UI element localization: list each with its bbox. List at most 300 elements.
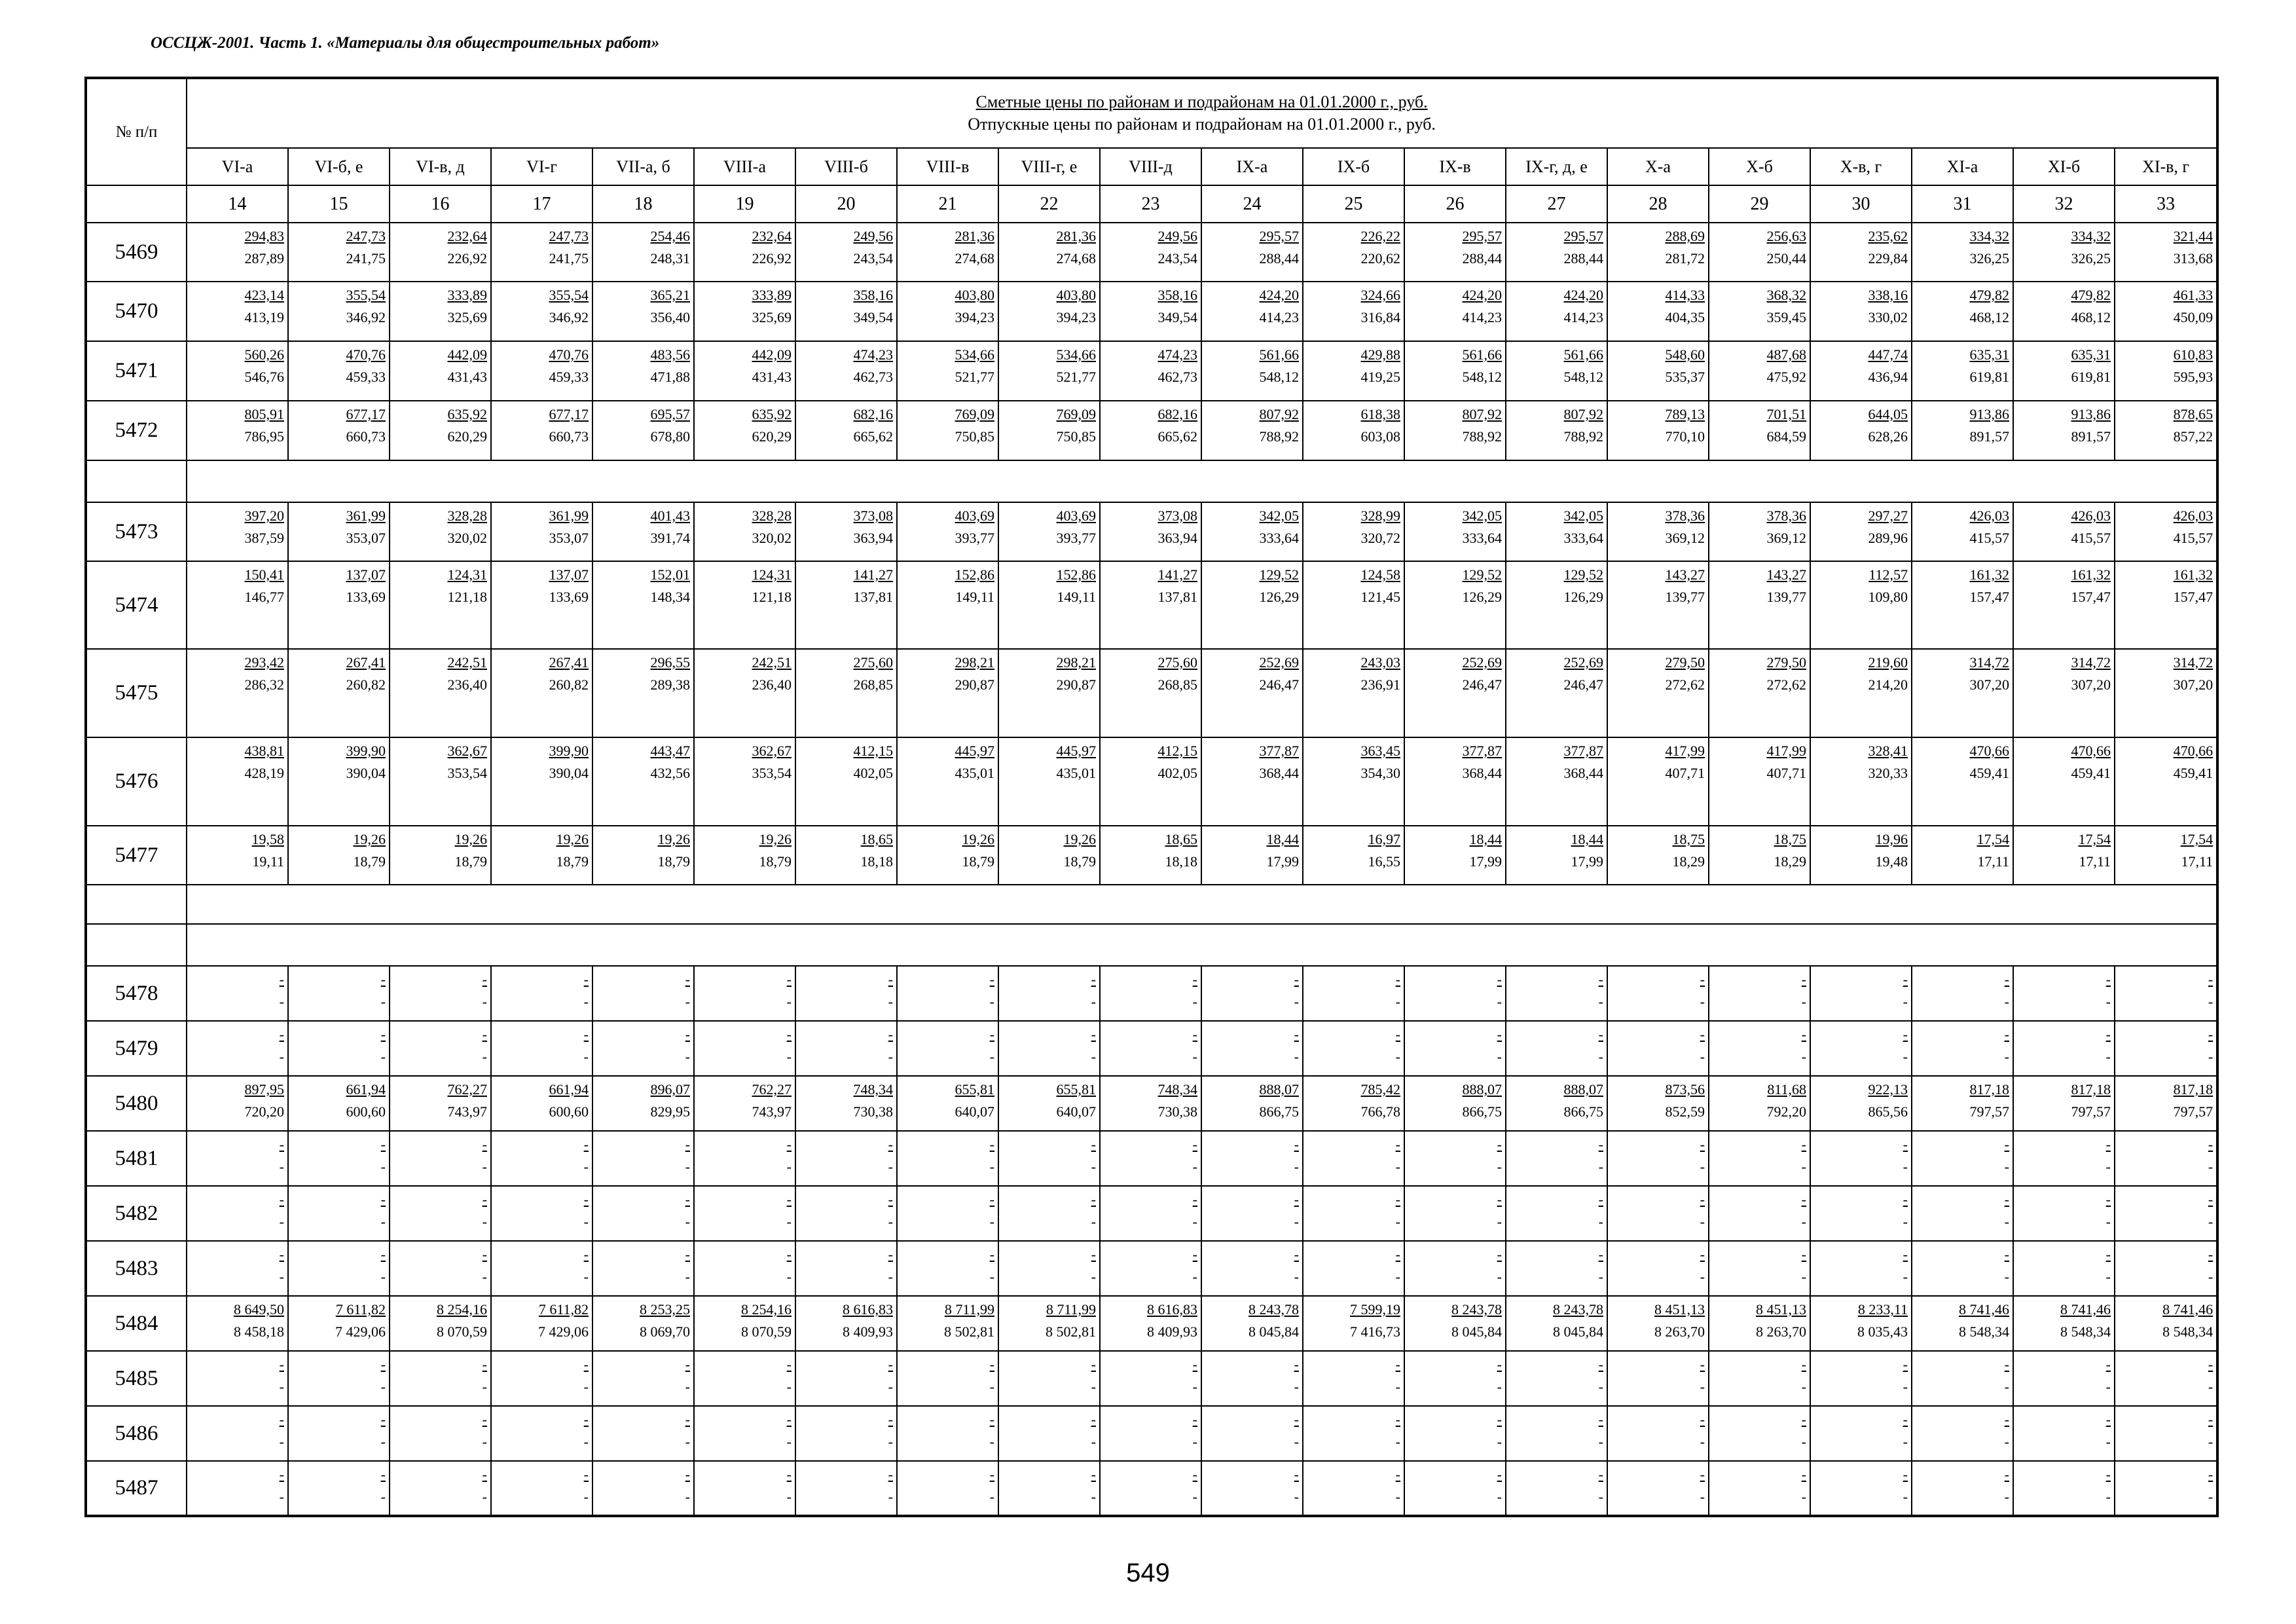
price-cell — [592, 1076, 694, 1131]
estimate-price: - — [1294, 1191, 1299, 1208]
release-price: 619,81 — [2071, 369, 2111, 385]
estimate-price: 762,27 — [752, 1081, 792, 1098]
price-cell — [1506, 826, 1607, 885]
estimate-price: 635,31 — [1969, 346, 2009, 363]
release-price: 268,85 — [853, 676, 893, 693]
price-cell — [694, 1076, 795, 1131]
estimate-price: - — [1598, 1356, 1603, 1373]
price-cell — [1912, 1241, 2013, 1296]
price-cell — [288, 341, 390, 401]
estimate-price: 417,99 — [1766, 743, 1806, 759]
estimate-price: - — [1091, 1191, 1096, 1208]
estimate-price: - — [2004, 1246, 2009, 1263]
price-cell — [592, 826, 694, 885]
estimate-price: - — [1801, 971, 1806, 987]
price-cell — [1303, 282, 1404, 341]
price-cell — [795, 401, 897, 460]
estimate-price: - — [1395, 1191, 1400, 1208]
release-price: - — [1395, 1213, 1400, 1230]
price-cell — [390, 649, 491, 737]
release-price: - — [2004, 1158, 2009, 1175]
region-header: VIII-б — [795, 148, 897, 185]
estimate-price: 399,90 — [346, 743, 386, 759]
release-price: - — [888, 993, 893, 1010]
price-cell — [288, 966, 390, 1021]
release-price: 8 458,18 — [234, 1323, 284, 1340]
release-price: 678,80 — [650, 428, 690, 445]
price-cell — [1912, 1351, 2013, 1406]
release-price: - — [786, 1433, 792, 1450]
estimate-price: - — [888, 971, 893, 987]
estimate-price: - — [482, 1136, 487, 1153]
price-cell — [795, 282, 897, 341]
estimate-price: 807,92 — [1563, 406, 1603, 422]
release-price: - — [1700, 1213, 1705, 1230]
release-price: - — [2105, 1048, 2111, 1065]
estimate-price: 314,72 — [2173, 654, 2214, 671]
release-price: - — [2105, 1268, 2111, 1285]
estimate-price: 682,16 — [1157, 406, 1197, 422]
price-cell — [1506, 649, 1607, 737]
release-price: 281,72 — [1665, 250, 1705, 267]
release-price: - — [1497, 1433, 1502, 1450]
estimate-price: 426,03 — [2173, 507, 2214, 524]
price-cell — [187, 282, 288, 341]
release-price: - — [989, 1378, 994, 1395]
release-price: - — [888, 1378, 893, 1395]
release-price: 236,40 — [447, 676, 487, 693]
release-price: 468,12 — [1969, 309, 2009, 325]
price-cell — [592, 1021, 694, 1076]
release-price: 8 548,34 — [2060, 1323, 2111, 1340]
estimate-price: - — [1294, 1246, 1299, 1263]
price-cell — [390, 1131, 491, 1186]
estimate-price: 112,57 — [1868, 566, 1908, 583]
release-price: - — [1700, 993, 1705, 1010]
price-cell — [1303, 737, 1404, 826]
estimate-price: 18,75 — [1774, 831, 1806, 847]
release-price: - — [1497, 1268, 1502, 1285]
estimate-price: 19,26 — [353, 831, 386, 847]
release-price: - — [380, 993, 386, 1010]
estimate-price: 8 616,83 — [843, 1301, 893, 1318]
estimate-price: - — [2208, 1466, 2214, 1483]
release-price: 640,07 — [955, 1103, 994, 1120]
estimate-price: 423,14 — [244, 287, 284, 303]
release-price: - — [1700, 1378, 1705, 1395]
estimate-price: 18,44 — [1571, 831, 1603, 847]
price-cell — [694, 282, 795, 341]
release-price: 17,99 — [1469, 853, 1502, 870]
release-price: - — [1294, 993, 1299, 1010]
price-cell — [998, 1021, 1100, 1076]
price-cell — [1709, 1021, 1810, 1076]
table-row — [86, 1296, 2217, 1351]
price-cell — [998, 1296, 1100, 1351]
price-cell — [1100, 826, 1201, 885]
release-price: 414,23 — [1563, 309, 1603, 325]
estimate-price: - — [1598, 1246, 1603, 1263]
price-cell — [187, 1351, 288, 1406]
price-cell — [694, 561, 795, 649]
price-cell — [1303, 502, 1404, 561]
release-price: 368,44 — [1563, 765, 1603, 781]
column-number: 27 — [1506, 185, 1607, 223]
release-price: 404,35 — [1665, 309, 1705, 325]
price-cell — [897, 1021, 998, 1076]
release-price: - — [786, 993, 792, 1010]
release-price: 17,99 — [1571, 853, 1603, 870]
release-price: 274,68 — [955, 250, 994, 267]
price-cell — [1709, 282, 1810, 341]
table-row — [86, 1186, 2217, 1241]
release-price: 8 070,59 — [437, 1323, 487, 1340]
estimate-price: 143,27 — [1665, 566, 1705, 583]
release-price: 387,59 — [244, 530, 284, 546]
release-price: 272,62 — [1766, 676, 1806, 693]
release-price: 18,79 — [353, 853, 386, 870]
price-cell — [1100, 341, 1201, 401]
estimate-price: - — [2105, 1246, 2111, 1263]
release-price: 866,75 — [1259, 1103, 1299, 1120]
estimate-price: 399,90 — [549, 743, 589, 759]
release-price: - — [685, 1488, 690, 1505]
price-cell — [998, 1131, 1100, 1186]
price-cell — [694, 1241, 795, 1296]
price-cell — [795, 1186, 897, 1241]
estimate-price: 141,27 — [853, 566, 893, 583]
release-price: - — [1294, 1378, 1299, 1395]
price-cell — [1506, 502, 1607, 561]
price-cell — [288, 1461, 390, 1516]
column-number: 25 — [1303, 185, 1404, 223]
estimate-price: - — [1091, 1466, 1096, 1483]
estimate-price: 129,52 — [1462, 566, 1502, 583]
price-cell — [1607, 502, 1709, 561]
estimate-price: 378,36 — [1665, 507, 1705, 524]
estimate-price: 412,15 — [1157, 743, 1197, 759]
row-number: 5487 — [86, 1461, 187, 1516]
release-price: 435,01 — [1056, 765, 1096, 781]
release-price: - — [482, 993, 487, 1010]
release-price: 8 263,70 — [1756, 1323, 1806, 1340]
price-cell — [592, 341, 694, 401]
release-price: - — [2208, 1488, 2214, 1505]
estimate-price: - — [380, 1246, 386, 1263]
estimate-price: 470,66 — [2071, 743, 2111, 759]
estimate-price: - — [1395, 1246, 1400, 1263]
price-cell — [795, 737, 897, 826]
estimate-price: 655,81 — [955, 1081, 994, 1098]
estimate-price: - — [482, 1026, 487, 1043]
release-price: 363,94 — [1157, 530, 1197, 546]
estimate-price: - — [989, 1411, 994, 1428]
price-cell — [1607, 223, 1709, 282]
price-cell — [491, 1021, 592, 1076]
price-cell — [1506, 966, 1607, 1021]
row-number: 5474 — [86, 561, 187, 649]
estimate-price: - — [1192, 971, 1197, 987]
release-price: - — [279, 1378, 284, 1395]
estimate-price: 561,66 — [1563, 346, 1603, 363]
price-cell — [1810, 737, 1912, 826]
title-line-estimate: Сметные цены по районам и подрайонам на 01.01.2000 г., руб. — [975, 92, 1428, 111]
release-price: - — [1192, 1048, 1197, 1065]
release-price: 459,33 — [346, 369, 386, 385]
estimate-price: - — [888, 1191, 893, 1208]
release-price: - — [989, 1488, 994, 1505]
estimate-price: 19,26 — [1063, 831, 1096, 847]
release-price: 450,09 — [2173, 309, 2214, 325]
estimate-price: 461,33 — [2173, 287, 2214, 303]
release-price: 289,96 — [1868, 530, 1908, 546]
region-header: X-б — [1709, 148, 1810, 185]
release-price: - — [1091, 1158, 1096, 1175]
price-cell — [1912, 1461, 2013, 1516]
price-cell — [998, 282, 1100, 341]
estimate-price: 8 741,46 — [2060, 1301, 2111, 1318]
column-number: 14 — [187, 185, 288, 223]
release-price: 226,92 — [447, 250, 487, 267]
price-cell — [390, 1461, 491, 1516]
price-cell — [1201, 1461, 1303, 1516]
estimate-price: - — [786, 1246, 792, 1263]
price-cell — [1607, 1351, 1709, 1406]
price-cell — [1912, 1131, 2013, 1186]
estimate-price: 424,20 — [1462, 287, 1502, 303]
price-cell — [1607, 401, 1709, 460]
table-row — [86, 341, 2217, 401]
release-price: - — [1598, 1268, 1603, 1285]
release-price: 471,88 — [650, 369, 690, 385]
release-price: - — [583, 1158, 589, 1175]
price-cell — [187, 502, 288, 561]
estimate-price: - — [1801, 1191, 1806, 1208]
release-price: - — [1091, 1213, 1096, 1230]
estimate-price: 8 254,16 — [741, 1301, 792, 1318]
estimate-price: - — [786, 1136, 792, 1153]
price-cell — [2013, 1021, 2115, 1076]
table-row — [86, 1406, 2217, 1461]
price-cell — [1810, 401, 1912, 460]
estimate-price: 817,18 — [2173, 1081, 2214, 1098]
table-row — [86, 737, 2217, 826]
price-cell — [187, 1406, 288, 1461]
price-cell — [694, 649, 795, 737]
estimate-price: - — [279, 1356, 284, 1373]
price-cell — [2013, 826, 2115, 885]
release-price: - — [1497, 1158, 1502, 1175]
price-cell — [1709, 401, 1810, 460]
release-price: 346,92 — [346, 309, 386, 325]
price-cell — [2013, 1351, 2115, 1406]
release-price: 660,73 — [346, 428, 386, 445]
price-cell — [1506, 401, 1607, 460]
release-price: - — [2004, 993, 2009, 1010]
estimate-price: 298,21 — [1056, 654, 1096, 671]
release-price: 743,97 — [752, 1103, 792, 1120]
price-cell — [288, 1351, 390, 1406]
release-price: - — [1091, 1433, 1096, 1450]
price-cell — [1709, 737, 1810, 826]
release-price: - — [1395, 1488, 1400, 1505]
price-cell — [1201, 1186, 1303, 1241]
row-number — [86, 924, 187, 966]
estimate-price: - — [2105, 1356, 2111, 1373]
price-cell — [1709, 966, 1810, 1021]
estimate-price: - — [583, 1356, 589, 1373]
price-cell — [1607, 1241, 1709, 1296]
price-cell — [592, 502, 694, 561]
release-price: - — [685, 1433, 690, 1450]
blank-span-cell — [187, 885, 2217, 924]
estimate-price: - — [1700, 1356, 1705, 1373]
estimate-price: 161,32 — [2173, 566, 2214, 583]
estimate-price: - — [1801, 1466, 1806, 1483]
release-price: - — [2105, 1433, 2111, 1450]
estimate-price: 424,20 — [1563, 287, 1603, 303]
release-price: - — [1192, 993, 1197, 1010]
estimate-price: - — [279, 1466, 284, 1483]
price-cell — [998, 966, 1100, 1021]
estimate-price: - — [888, 1411, 893, 1428]
estimate-price: 426,03 — [1969, 507, 2009, 524]
estimate-price: - — [1192, 1191, 1197, 1208]
price-cell — [390, 826, 491, 885]
table-row — [86, 826, 2217, 885]
estimate-price: 267,41 — [549, 654, 589, 671]
row-number: 5480 — [86, 1076, 187, 1131]
release-price: 133,69 — [549, 589, 589, 605]
row-number: 5475 — [86, 649, 187, 737]
estimate-price: 8 741,46 — [1959, 1301, 2009, 1318]
estimate-price: - — [2004, 1411, 2009, 1428]
release-price: 414,23 — [1462, 309, 1502, 325]
price-cell — [1709, 1351, 1810, 1406]
price-cell — [897, 1186, 998, 1241]
price-cell — [2115, 1406, 2217, 1461]
price-cell — [390, 1076, 491, 1131]
estimate-price: 610,83 — [2173, 346, 2214, 363]
release-price: 7 416,73 — [1350, 1323, 1400, 1340]
price-cell — [288, 1131, 390, 1186]
release-price: 600,60 — [549, 1103, 589, 1120]
price-cell — [1404, 561, 1506, 649]
release-price: - — [2208, 993, 2214, 1010]
release-price: 248,31 — [650, 250, 690, 267]
price-cell — [592, 1296, 694, 1351]
estimate-price: - — [1091, 1136, 1096, 1153]
price-cell — [491, 1186, 592, 1241]
header-title-row — [86, 78, 2217, 148]
release-price: - — [2004, 1488, 2009, 1505]
row-number: 5486 — [86, 1406, 187, 1461]
price-cell — [694, 1186, 795, 1241]
estimate-price: 635,31 — [2071, 346, 2111, 363]
estimate-price: 295,57 — [1259, 228, 1299, 244]
price-cell — [2013, 649, 2115, 737]
price-cell — [1506, 1351, 1607, 1406]
estimate-price: 249,56 — [1157, 228, 1197, 244]
estimate-price: 618,38 — [1360, 406, 1400, 422]
release-price: - — [989, 1213, 994, 1230]
price-cell — [795, 561, 897, 649]
release-price: 548,12 — [1462, 369, 1502, 385]
release-price: - — [380, 1268, 386, 1285]
release-price: 236,91 — [1360, 676, 1400, 693]
price-cell — [1912, 649, 2013, 737]
estimate-price: - — [279, 971, 284, 987]
estimate-price: 897,95 — [244, 1081, 284, 1098]
estimate-price: 124,58 — [1360, 566, 1400, 583]
release-price: - — [1700, 1048, 1705, 1065]
region-header: VI-в, д — [390, 148, 491, 185]
price-cell — [491, 1076, 592, 1131]
release-price: 7 429,06 — [335, 1323, 386, 1340]
estimate-price: 483,56 — [650, 346, 690, 363]
price-cell — [1100, 649, 1201, 737]
estimate-price: 150,41 — [244, 566, 284, 583]
estimate-price: 342,05 — [1563, 507, 1603, 524]
price-cell — [288, 1296, 390, 1351]
release-price: - — [1294, 1488, 1299, 1505]
price-cell — [491, 649, 592, 737]
price-cell — [1709, 1186, 1810, 1241]
price-cell — [1303, 1186, 1404, 1241]
price-cell — [998, 737, 1100, 826]
price-cell — [2115, 341, 2217, 401]
estimate-price: 328,99 — [1360, 507, 1400, 524]
region-header: VI-г — [491, 148, 592, 185]
release-price: 157,47 — [2071, 589, 2111, 605]
release-price: 413,19 — [244, 309, 284, 325]
estimate-price: 695,57 — [650, 406, 690, 422]
estimate-price: 888,07 — [1462, 1081, 1502, 1098]
release-price: 620,29 — [752, 428, 792, 445]
release-price: - — [1395, 993, 1400, 1010]
estimate-price: - — [2004, 1356, 2009, 1373]
price-cell — [694, 401, 795, 460]
release-price: - — [685, 1048, 690, 1065]
estimate-price: 635,92 — [447, 406, 487, 422]
release-price: 475,92 — [1766, 369, 1806, 385]
estimate-price: - — [1192, 1411, 1197, 1428]
price-cell — [1303, 1021, 1404, 1076]
estimate-price: - — [685, 1466, 690, 1483]
release-price: 241,75 — [346, 250, 386, 267]
price-cell — [1100, 966, 1201, 1021]
region-header: IX-г, д, е — [1506, 148, 1607, 185]
release-price: - — [1091, 1378, 1096, 1395]
estimate-price: 18,65 — [1165, 831, 1197, 847]
price-cell — [187, 341, 288, 401]
price-cell — [2013, 502, 2115, 561]
release-price: 214,20 — [1868, 676, 1908, 693]
estimate-price: - — [888, 1356, 893, 1373]
estimate-price: 295,57 — [1563, 228, 1603, 244]
price-cell — [1100, 1296, 1201, 1351]
price-cell — [1404, 502, 1506, 561]
price-cell — [1404, 223, 1506, 282]
price-cell — [1607, 1406, 1709, 1461]
release-price: - — [1903, 993, 1908, 1010]
estimate-price: 279,50 — [1766, 654, 1806, 671]
price-cell — [1506, 1076, 1607, 1131]
estimate-price: 403,69 — [955, 507, 994, 524]
estimate-price: - — [1903, 1466, 1908, 1483]
region-header-row — [86, 148, 2217, 185]
region-header: IX-б — [1303, 148, 1404, 185]
